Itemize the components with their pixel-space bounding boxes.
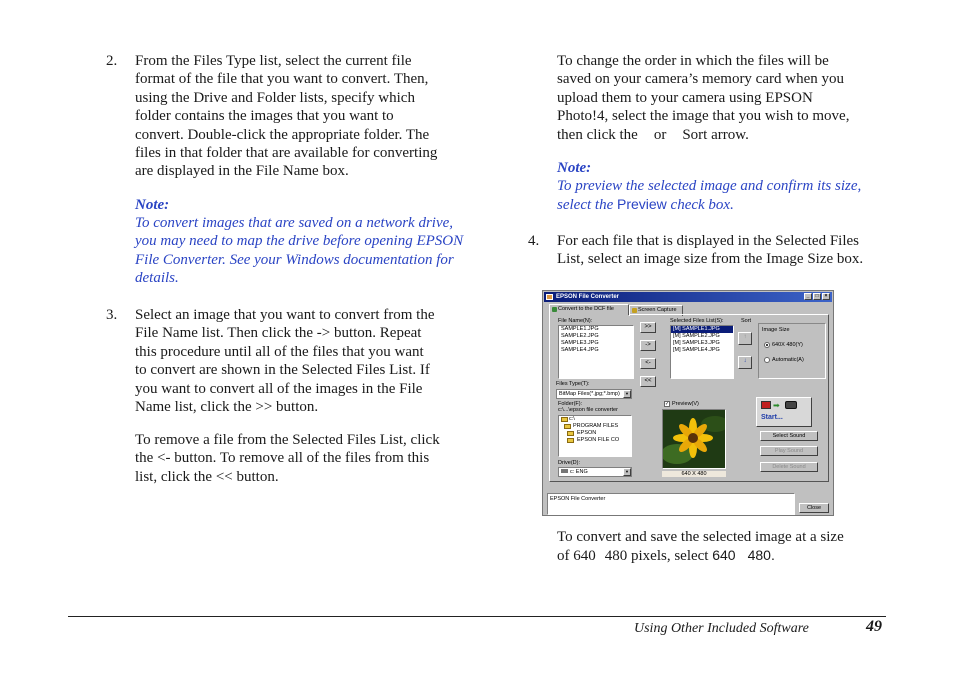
preview-image [662, 409, 726, 469]
note-2-line-1: To preview the selected image and confirm its size, [557, 178, 862, 194]
window-title: EPSON File Converter [556, 294, 620, 300]
text-line: you may need to map the drive before opening EPSON [135, 233, 464, 250]
step-4-number: 4. [528, 233, 540, 249]
list-item[interactable]: SAMPLE2.JPG [561, 333, 599, 339]
minimize-button[interactable]: _ [804, 293, 812, 300]
list-item[interactable]: EPSON FILE CO [559, 437, 631, 444]
text-line: using the Drive and Folder lists, specify which [135, 89, 415, 106]
text-line: list, click the << button. [135, 468, 279, 485]
file-name-label: File Name(N): [558, 318, 593, 324]
text-line: files in that folder that are available for converting [135, 145, 438, 162]
size-option-640: 640 [712, 547, 736, 564]
text-line: folder contains the images that you want to [135, 108, 394, 125]
select-sound-button[interactable]: Select Sound [760, 431, 818, 441]
note-1-heading: Note: [135, 197, 170, 213]
step-2-text [135, 52, 475, 181]
list-item[interactable]: [M] SAMPLE3.JPG [673, 340, 720, 346]
list-item[interactable]: EPSON [559, 430, 631, 437]
drive-select[interactable]: c: ENG ▼ [558, 467, 632, 477]
file-type-select[interactable]: BitMap Files(*.jpg;*.bmp) ▼ [556, 389, 632, 399]
remove-button[interactable]: <- [640, 358, 656, 369]
preview-size-readout: 640 X 480 [662, 471, 726, 477]
size-640-radio[interactable] [764, 342, 770, 348]
text-line: For each file that is displayed in the Selected Files [557, 233, 860, 249]
size-auto-radio[interactable] [764, 357, 770, 363]
folder-open-icon [567, 438, 574, 443]
footer-rule [68, 616, 886, 617]
text-line: Photo!4, select the image that you wish to move, [557, 108, 850, 125]
sort-text-c: Sort arrow. [682, 127, 749, 143]
step-3-number: 3. [106, 307, 118, 323]
folder-tree[interactable] [558, 415, 632, 457]
folder-label: Folder(F): [558, 401, 583, 407]
convert-line-2: of 640 480 pixels, select 640 480. [557, 547, 775, 565]
text-line: upload them to your camera using EPSON [557, 89, 813, 106]
drive-label: Drive(D): [558, 460, 580, 466]
note-2-text-b: check box. [670, 197, 734, 213]
list-item[interactable]: SAMPLE4.JPG [561, 347, 599, 353]
sort-down-button[interactable] [738, 356, 752, 369]
size-640-label: 640X 480(Y) [772, 342, 803, 348]
text-line: this procedure until all of the files that you want [135, 343, 424, 360]
sort-order-last-line [557, 126, 749, 144]
capture-tab-icon [632, 308, 637, 313]
flower-photo-icon [663, 410, 726, 469]
text-line: From the Files Type list, select the current file [135, 53, 412, 69]
file-name-list[interactable] [558, 325, 634, 379]
note-2-heading: Note: [557, 160, 592, 176]
camera-icon [785, 401, 797, 409]
text-line: details. [135, 270, 179, 287]
step-4-text [557, 232, 897, 269]
text-line: format of the file that you want to convert. Then, [135, 71, 429, 88]
note-2-line-2 [557, 195, 734, 214]
drive-icon [561, 469, 568, 473]
convert-panel [549, 314, 829, 482]
chevron-down-icon: ▼ [623, 468, 631, 476]
epson-file-converter-window [542, 290, 834, 516]
start-button[interactable]: ➡ Start... [756, 397, 812, 427]
text-line: the <- button. To remove all of the files from this [135, 450, 430, 467]
add-button[interactable]: -> [640, 340, 656, 351]
close-button[interactable]: Close [799, 503, 829, 513]
page-number: 49 [866, 618, 882, 635]
text-line: To change the order in which the files will be [557, 53, 829, 69]
selected-files-list[interactable] [670, 325, 734, 379]
sort-text-b: or [653, 127, 667, 143]
text-line: convert. Double-click the appropriate folder. The [135, 126, 430, 143]
list-item[interactable]: SAMPLE3.JPG [561, 340, 599, 346]
remove-all-button[interactable]: << [640, 376, 656, 387]
arrow-right-icon: ➡ [773, 401, 780, 410]
folder-icon [561, 417, 568, 422]
step-3-text [135, 306, 475, 416]
folder-icon [567, 431, 574, 436]
maximize-button[interactable]: □ [813, 293, 821, 300]
remove-files-paragraph [135, 431, 475, 486]
tab-convert-dcf[interactable]: Convert to the DCF file [549, 304, 629, 315]
selected-files-label: Selected Files List(S): [670, 318, 724, 324]
text-line: you want to convert all of the images in the File [135, 380, 423, 397]
folder-path: c:\...\epson file converter [558, 407, 618, 413]
convert-paragraph [557, 528, 897, 566]
list-item[interactable]: [M] SAMPLE4.JPG [673, 347, 720, 353]
folder-icon [564, 424, 571, 429]
play-sound-button[interactable]: Play Sound [760, 446, 818, 456]
photo-icon [761, 401, 771, 409]
list-item[interactable]: PROGRAM FILES [559, 423, 631, 430]
footer-section-title: Using Other Included Software [634, 621, 809, 636]
text-line: to convert are shown in the Selected Files List. If [135, 362, 430, 379]
list-item[interactable]: [M] SAMPLE2.JPG [673, 333, 720, 339]
arrow-up-icon: ↑ [743, 334, 747, 340]
sort-text-a: then click the [557, 127, 638, 143]
sort-label: Sort [741, 318, 752, 324]
preview-keyword: Preview [616, 196, 667, 212]
note-2-text-a: select the [557, 197, 614, 213]
image-size-label: Image Size [762, 327, 790, 333]
text-line: List, select an image size from the Image Size box. [557, 251, 864, 268]
list-item[interactable]: [M] SAMPLE1.JPG [671, 326, 733, 333]
text-line: saved on your camera’s memory card when you [557, 71, 844, 88]
sort-up-button[interactable] [738, 332, 752, 345]
size-auto-label: Automatic(A) [772, 357, 804, 363]
arrow-down-icon: ↓ [743, 358, 747, 364]
tab-screen-capture[interactable]: Screen Capture [629, 305, 683, 316]
step-2-number: 2. [106, 53, 118, 69]
note-1-text [135, 214, 475, 288]
preview-label: Preview(V) [672, 401, 699, 407]
text-line: Select an image that you want to convert from the [135, 307, 435, 323]
status-area [547, 493, 795, 515]
chevron-down-icon: ▼ [623, 390, 631, 398]
delete-sound-button[interactable]: Delete Sound [760, 462, 818, 472]
text-line: Name list, click the >> button. [135, 399, 319, 416]
file-type-label: Files Type(T): [556, 381, 590, 387]
convert-line-1: To convert and save the selected image at a size [557, 529, 844, 545]
text-line: To convert images that are saved on a network drive, [135, 215, 454, 231]
window-title-bar [544, 292, 832, 302]
text-line: are displayed in the File Name box. [135, 163, 349, 180]
status-text: EPSON File Converter [550, 496, 606, 502]
text-line: File Name list. Then click the -> button. Repeat [135, 325, 422, 342]
app-icon [546, 294, 553, 300]
list-item[interactable]: SAMPLE1.JPG [561, 326, 599, 332]
list-item[interactable]: c:\ [559, 416, 631, 423]
add-all-button[interactable]: >> [640, 322, 656, 333]
text-line: To remove a file from the Selected Files List, click [135, 432, 440, 448]
text-line: File Converter. See your Windows documentation for [135, 251, 454, 268]
sort-order-paragraph [557, 52, 897, 126]
convert-tab-icon [552, 307, 557, 312]
close-window-button[interactable]: × [822, 293, 830, 300]
preview-checkbox[interactable]: ✓ [665, 401, 670, 407]
size-option-480: 480. [747, 547, 775, 564]
